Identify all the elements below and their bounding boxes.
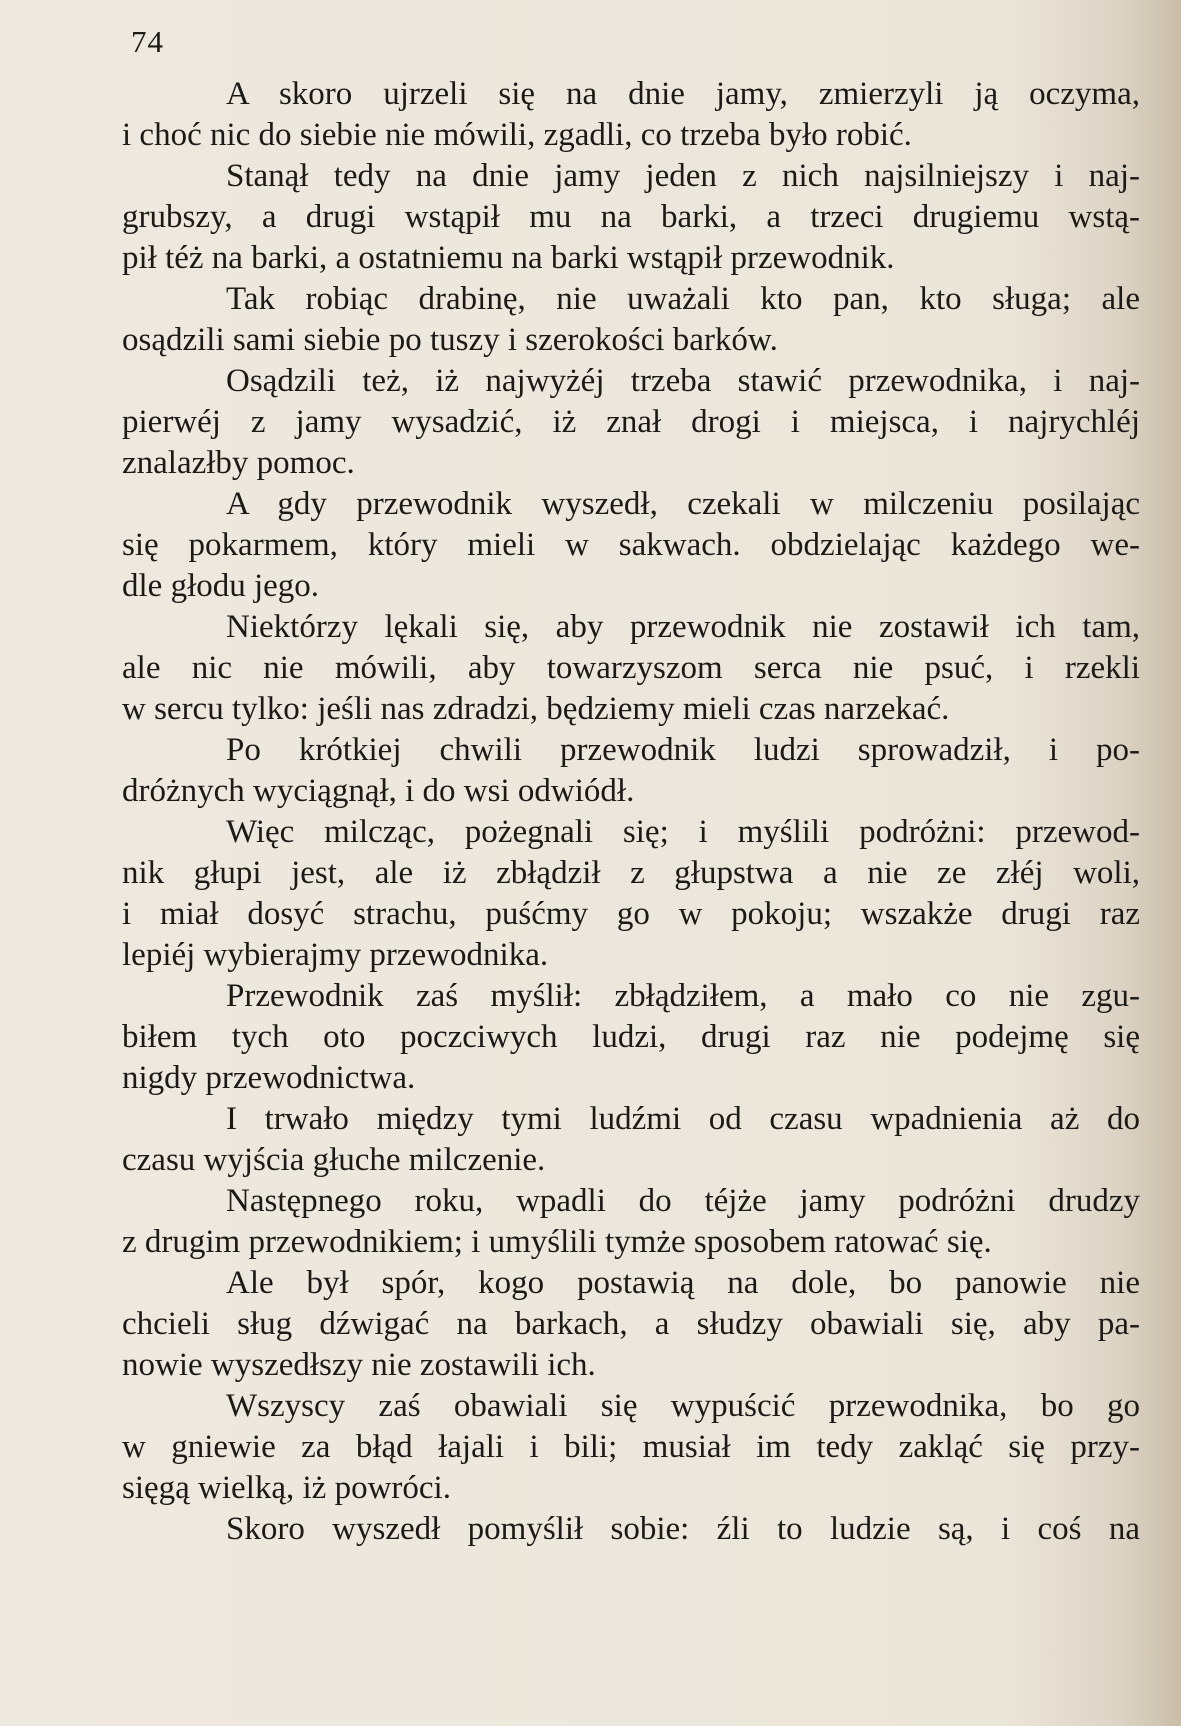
text-line: Więc milcząc, pożegnali się; i myślili podróżni: przewod- — [226, 814, 1140, 850]
text-line: czasu wyjścia głuche milczenie. — [122, 1142, 546, 1178]
text-line: Ale był spór, kogo postawią na dole, bo panowie nie — [226, 1265, 1140, 1301]
text-line: w sercu tylko: jeśli nas zdradzi, będziemy mieli czas narzekać. — [122, 691, 950, 727]
text-line: Niektórzy lękali się, aby przewodnik nie zostawił ich tam, — [226, 609, 1140, 645]
text-line: biłem tych oto poczciwych ludzi, drugi raz nie podejmę się — [122, 1019, 1140, 1055]
text-line: Tak robiąc drabinę, nie uważali kto pan, kto sługa; ale — [226, 281, 1140, 317]
text-line: Wszyscy zaś obawiali się wypuścić przewodnika, bo go — [226, 1388, 1140, 1424]
text-line: Osądzili też, iż najwyżéj trzeba stawić przewodnika, i naj- — [226, 363, 1140, 399]
text-line: ale nic nie mówili, aby towarzyszom serca nie psuć, i rzekli — [122, 650, 1140, 686]
text-line: I trwało między tymi ludźmi od czasu wpadnienia aż do — [226, 1101, 1140, 1137]
text-line: Przewodnik zaś myślił: zbłądziłem, a mało co nie zgu- — [226, 978, 1140, 1014]
page-number: 74 — [131, 24, 164, 59]
text-line: grubszy, a drugi wstąpił mu na barki, a trzeci drugiemu wstą- — [122, 199, 1140, 235]
text-line: się pokarmem, który mieli w sakwach. obdzielając każdego we- — [122, 527, 1140, 563]
text-line: Stanął tedy na dnie jamy jeden z nich najsilniejszy i naj- — [226, 158, 1140, 194]
text-line: z drugim przewodnikiem; i umyślili tymże sposobem ratować się. — [122, 1224, 992, 1260]
text-line: znalazłby pomoc. — [122, 445, 355, 481]
text-line: dróżnych wyciągnął, i do wsi odwiódł. — [122, 773, 635, 809]
text-line: lepiéj wybierajmy przewodnika. — [122, 937, 549, 973]
text-line: pił téż na barki, a ostatniemu na barki wstąpił przewodnik. — [122, 240, 895, 276]
text-line: A gdy przewodnik wyszedł, czekali w milczeniu posilając — [226, 486, 1140, 522]
text-line: nigdy przewodnictwa. — [122, 1060, 416, 1096]
text-line: chcieli sług dźwigać na barkach, a słudzy obawiali się, aby pa- — [122, 1306, 1140, 1342]
text-line: A skoro ujrzeli się na dnie jamy, zmierzyli ją oczyma, — [226, 76, 1140, 112]
text-line: i choć nic do siebie nie mówili, zgadli, co trzeba było robić. — [122, 117, 912, 153]
text-line: Skoro wyszedł pomyślił sobie: źli to ludzie są, i coś na — [226, 1511, 1140, 1547]
text-line: osądzili sami siebie po tuszy i szerokości barków. — [122, 322, 778, 358]
text-line: nowie wyszedłszy nie zostawili ich. — [122, 1347, 596, 1383]
text-line: w gniewie za błąd łajali i bili; musiał im tedy zakląć się przy- — [122, 1429, 1140, 1465]
text-line: Następnego roku, wpadli do téjże jamy podróżni drudzy — [226, 1183, 1140, 1219]
text-line: i miał dosyć strachu, puśćmy go w pokoju; wszakże drugi raz — [122, 896, 1140, 932]
text-line: pierwéj z jamy wysadzić, iż znał drogi i miejsca, i najrychléj — [122, 404, 1140, 440]
text-line: dle głodu jego. — [122, 568, 320, 604]
text-line: nik głupi jest, ale iż zbłądził z głupstwa a nie ze złéj woli, — [122, 855, 1140, 891]
text-line: Po krótkiej chwili przewodnik ludzi sprowadził, i po- — [226, 732, 1140, 768]
body-text — [122, 74, 1140, 1550]
text-line: sięgą wielką, iż powróci. — [122, 1470, 451, 1506]
